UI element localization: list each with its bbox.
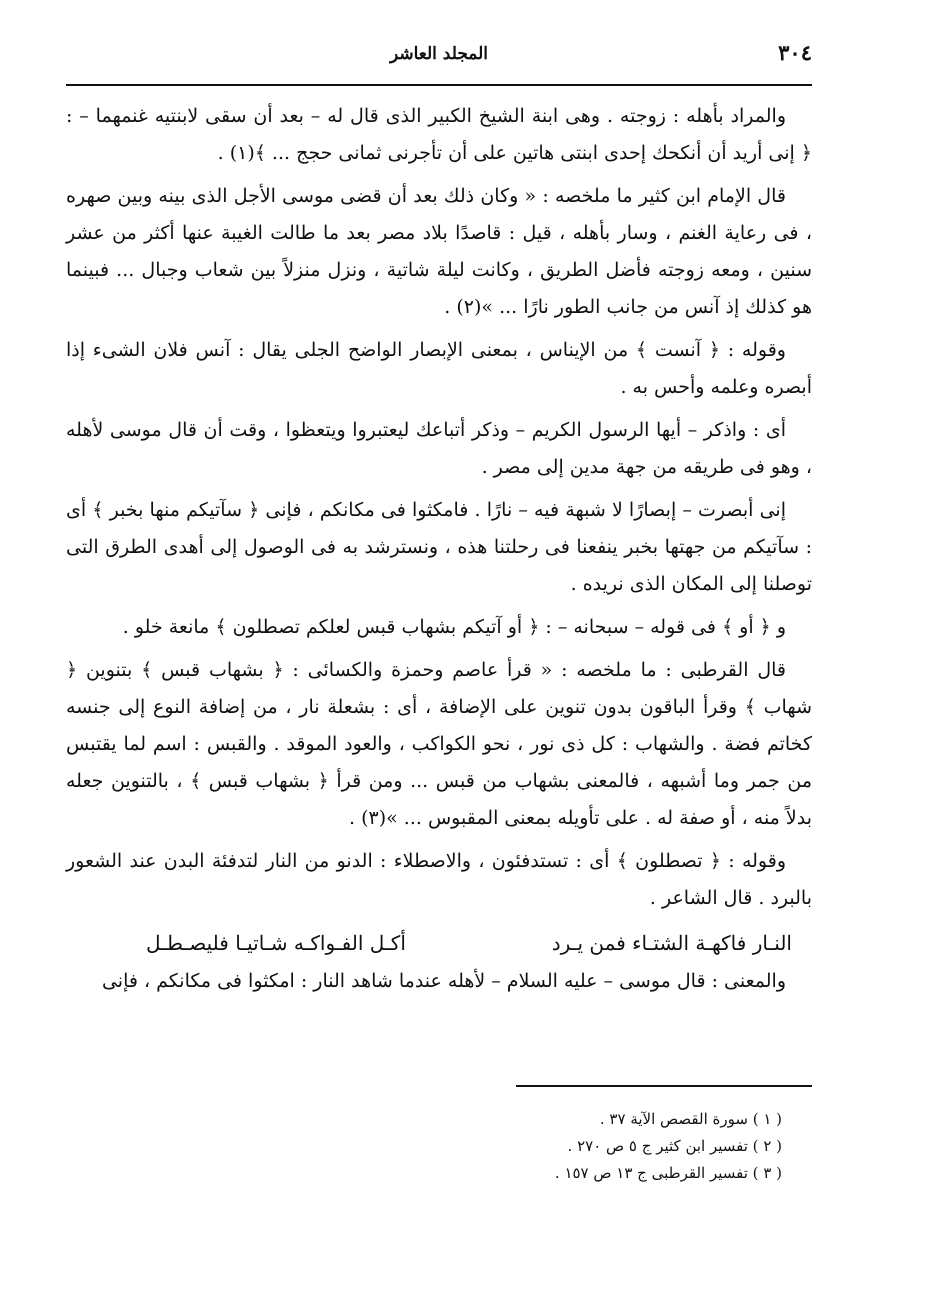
paragraph: و ﴿ أو ﴾ فى قوله – سبحانه – : ﴿ أو آتيكم بشهاب قبس لعلكم تصطلون ﴾ مانعة خلو . xyxy=(122,616,786,638)
continuation-line: والمعنى : قال موسى – عليه السلام – لأهله عندما شاهد النار : امكثوا فى مكانكم ، فإنى xyxy=(101,970,786,992)
footnotes xyxy=(400,1106,782,1187)
footnote-3: ( ٣ ) تفسير القرطبى ج ١٣ ص ١٥٧ . xyxy=(554,1164,782,1182)
paragraph: قال القرطبى : ما ملخصه : « قرأ عاصم وحمزة والكسائى : ﴿ بشهاب قبس ﴾ بتنوين ﴿ شهاب ﴾ وقرأ الباقون بدون تنوين على الإضافة ، أى : بشعلة نار ، من إضافة النوع إلى جنسه كخاتم فضة . والشهاب : كل ذى نور ، نحو الكواكب ، والعود الموقد . والقبس : اسم لما يقتبس من جمر وما أشبهه ، فالمعنى بشهاب من قبس ... ومن قرأ ﴿ بشهاب قبس ﴾ ، بالتنوين جعله بدلاً منه ، أو صفة له . على تأويله بمعنى المقبوس ... »(٣) . xyxy=(66,659,812,829)
poetry-verse xyxy=(66,923,812,963)
footnote-1: ( ١ ) سورة القصص الآية ٣٧ . xyxy=(599,1110,782,1128)
paragraph: قال الإمام ابن كثير ما ملخصه : « وكان ذلك بعد أن قضى موسى الأجل الذى بينه وبين صهره ، فى رعاية الغنم ، وسار بأهله ، قيل : قاصدًا بلاد مصر بعد ما طالت الغيبة عنها أكثر من عشر سنين ، ومعه زوجته فأضل الطريق ، وكانت ليلة شاتية ، ونزل منزلاً بين شعاب وجبال ... فبينما هو كذلك إذ آنس من جانب الطور نارًا ... »(٢) . xyxy=(66,185,812,318)
paragraph: وقوله : ﴿ تصطلون ﴾ أى : تستدفئون ، والاصطلاء : الدنو من النار لتدفئة البدن عند الشعور بالبرد . قال الشاعر . xyxy=(66,850,812,909)
header-divider xyxy=(66,84,812,86)
footnote-divider xyxy=(516,1085,812,1087)
paragraph: إنى أبصرت – إبصارًا لا شبهة فيه – نارًا . فامكثوا فى مكانكم ، فإنى ﴿ سآتيكم منها بخبر ﴾ أى : سآتيكم من جهتها بخبر ينفعنا فى رحلتنا هذه ، ونسترشد به فى الوصول إلى أهدى الطرق التى توصلنا إلى المكان الذى نريده . xyxy=(66,499,812,595)
paragraph: والمراد بأهله : زوجته . وهى ابنة الشيخ الكبير الذى قال له – بعد أن سقى لابنتيه غنمهما – : ﴿ إنى أريد أن أنكحك إحدى ابنتى هاتين على أن تأجرنى ثمانى حجج ... ﴾(١) . xyxy=(66,105,812,164)
verse-first-hemistich: النـار فاكهـة الشتـاء فمن يـرد xyxy=(551,931,792,955)
page-header xyxy=(66,38,812,78)
verse-second-hemistich: أكـل الفـواكـه شـاتيـا فليصـطـل xyxy=(146,931,406,955)
paragraph: وقوله : ﴿ آنست ﴾ من الإيناس ، بمعنى الإبصار الواضح الجلى يقال : آنس فلان الشىء إذا أبصره وعلمه وأحس به . xyxy=(66,339,812,398)
footnote-2: ( ٢ ) تفسير ابن كثير ج ٥ ص ٢٧٠ . xyxy=(567,1137,782,1155)
paragraph: أى : واذكر – أيها الرسول الكريم – وذكر أتباعك ليعتبروا ويتعظوا ، وقت أن قال موسى لأهله ، وهو فى طريقه من جهة مدين إلى مصر . xyxy=(66,419,812,478)
main-text xyxy=(66,98,812,1006)
running-title: المجلد العاشر xyxy=(389,44,489,64)
page-number: ٣٠٤ xyxy=(778,40,812,65)
